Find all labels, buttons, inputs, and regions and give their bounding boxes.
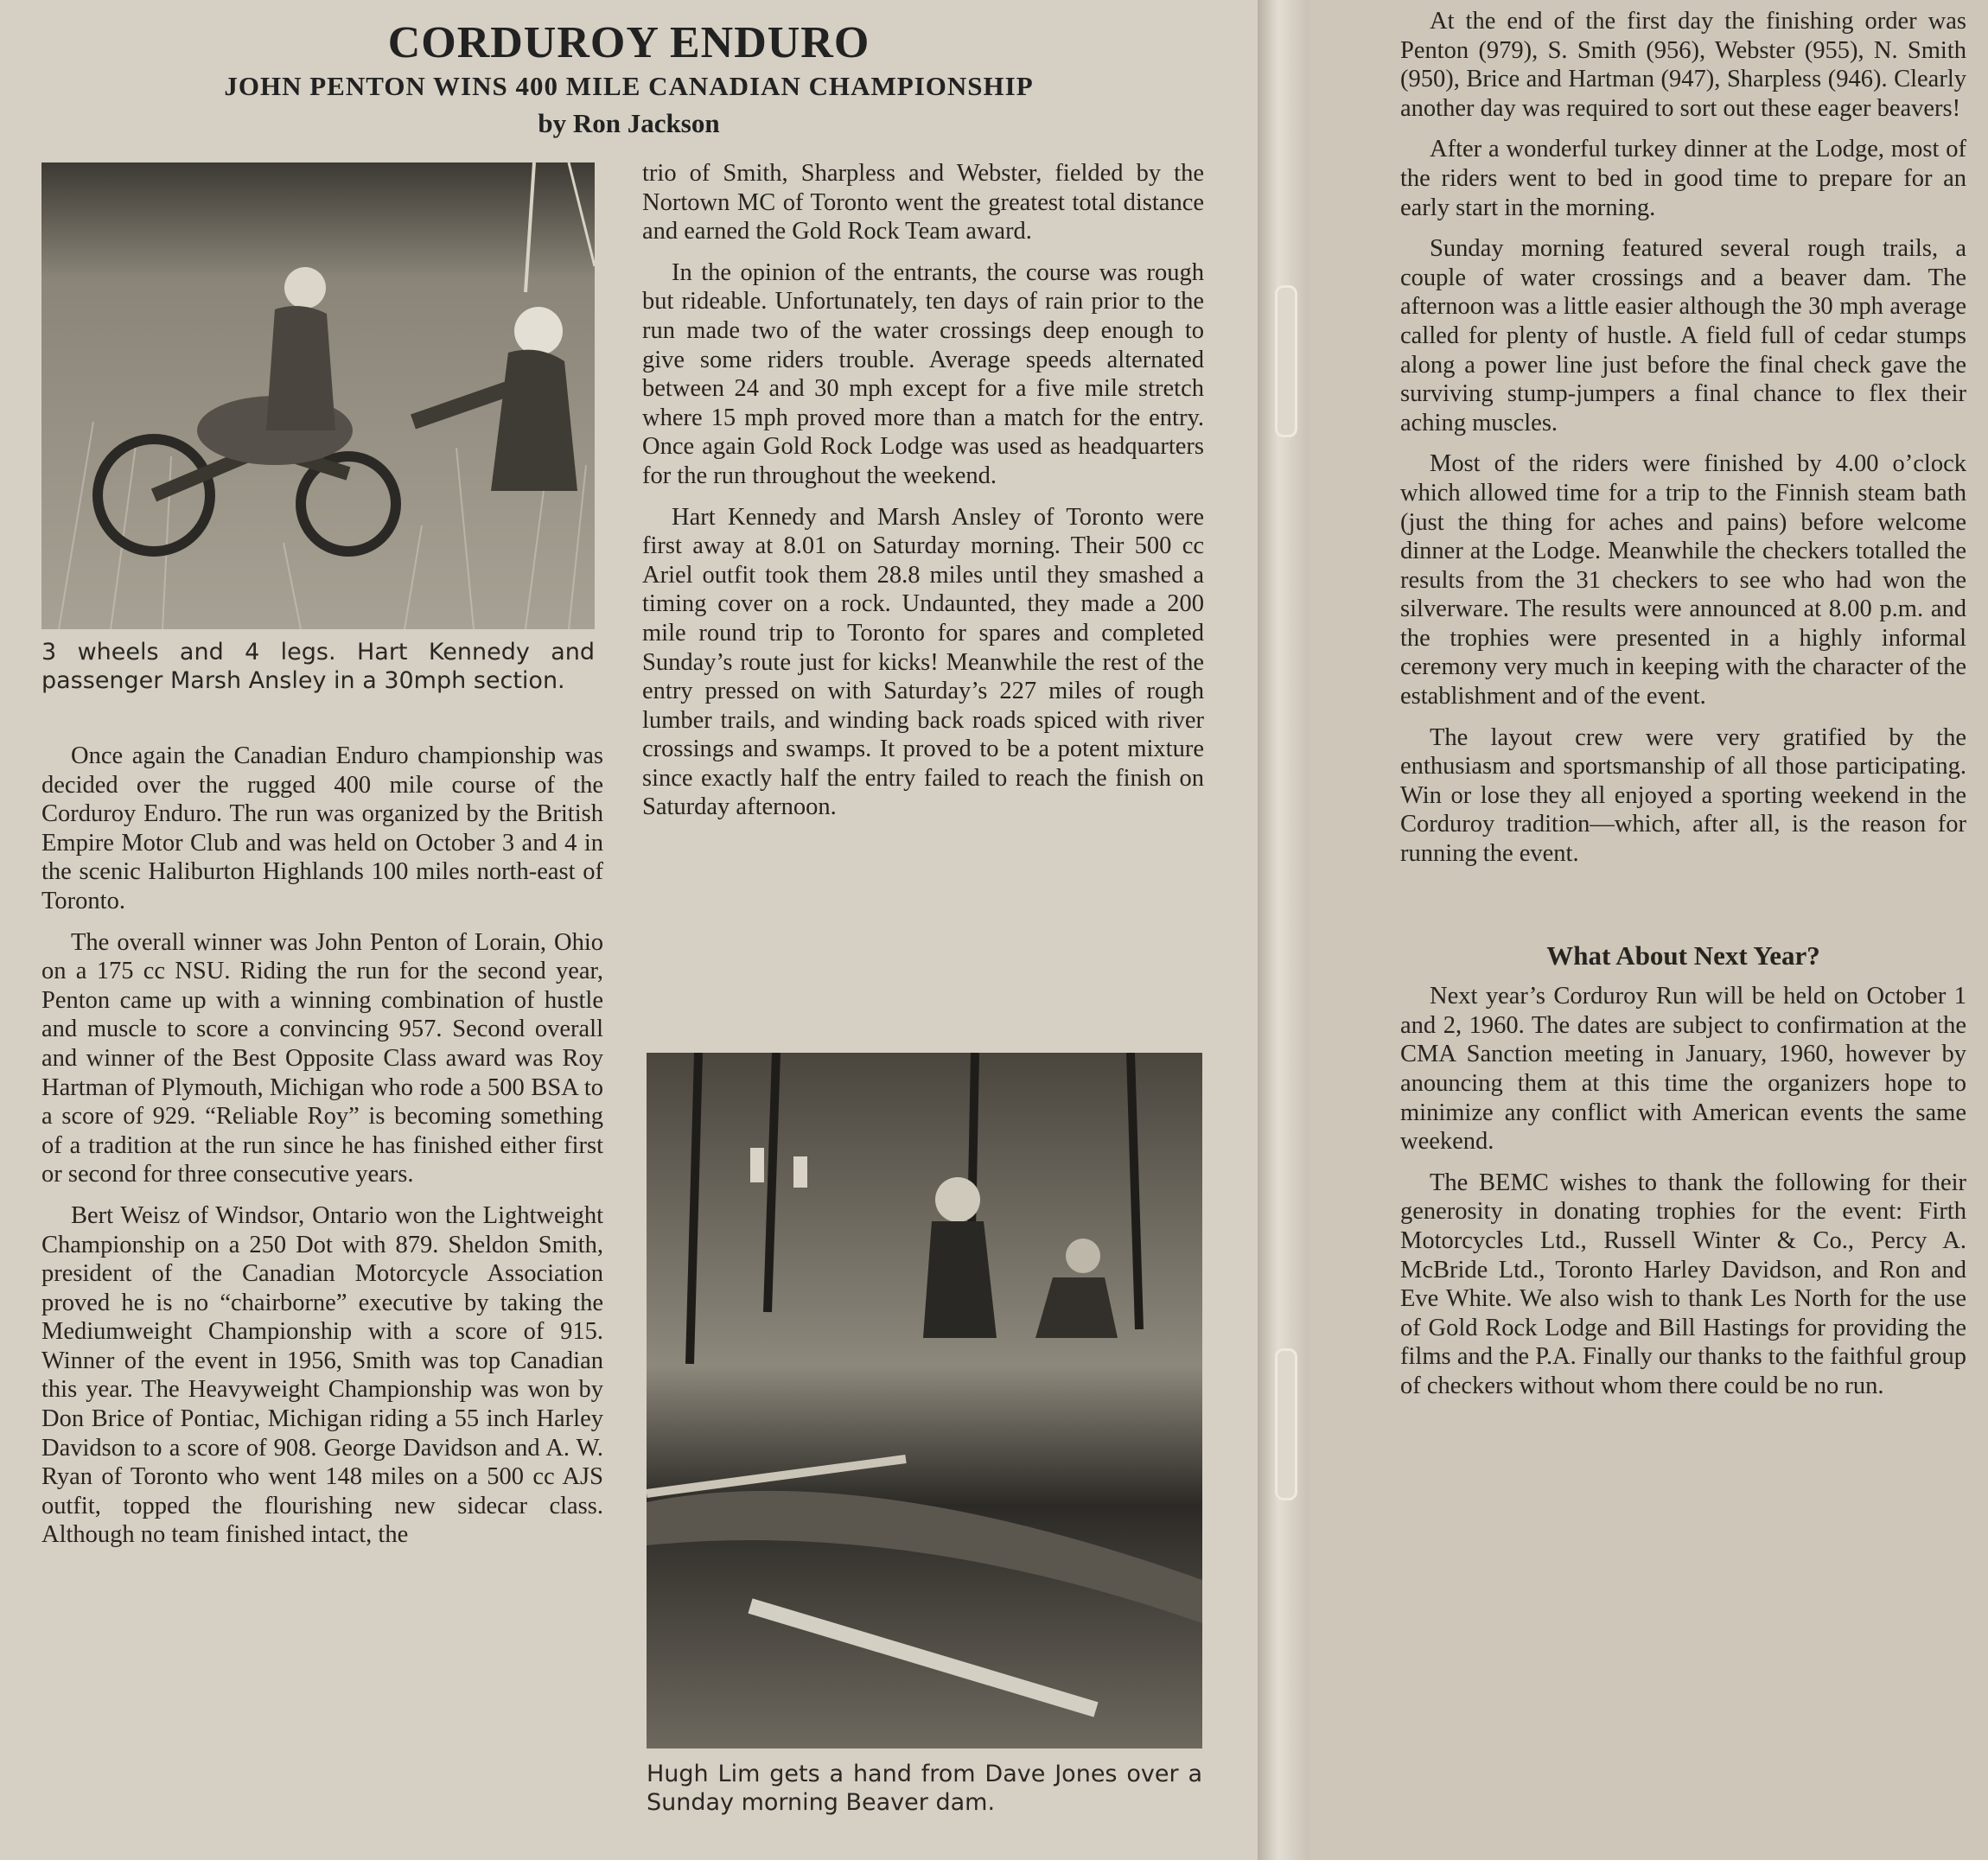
- col2-paragraph: In the opinion of the entrants, the course was rough but rideable. Unfortunately, ten days of rain prior to the run made two of the water crossings deep enough to give some riders trouble. Average speeds alternated between 24 and 30 mph except for a five mile stretch where 15 mph proved more than a match for the entry. Once again Gold Rock Lodge was used as headquarters for the run throughout the weekend.: [642, 258, 1204, 489]
- col3-paragraph: Most of the riders were finished by 4.00 o’clock which allowed time for a trip to the Finnish steam bath (just the thing for aches and pains) before welcome dinner at the Lodge. Meanwhile the checkers totalled the results from the 31 checkers to see who had won the silverware. The results were announced at 8.00 p.m. and the trophies were presented in a highly informal ceremony very much in keeping with the character of the establishment and of the event.: [1400, 450, 1966, 710]
- col2-paragraph: Hart Kennedy and Marsh Ansley of Toronto were first away at 8.01 on Saturday morning. Their 500 cc Ariel outfit took them 28.8 miles until they smashed a timing cover on a rock. Undaunted, they made a 200 mile round trip to Toronto for spares and completed Sunday’s route just for kicks! Meanwhile the rest of the entry pressed on with Saturday’s 227 miles of rough lumber trails, and winding back roads spiced with river crossings and swamps. It proved to be a potent mixture since exactly half the entry failed to reach the finish on Saturday afternoon.: [642, 503, 1204, 821]
- col1-paragraph: Once again the Canadian Enduro championship was decided over the rugged 400 mile course of the Corduroy Enduro. The run was organized by the British Empire Motor Club and was held on October 3 and 4 in the scenic Haliburton Highlands 100 miles north-east of Toronto.: [41, 742, 603, 914]
- next-year-paragraph: Next year’s Corduroy Run will be held on October 1 and 2, 1960. The dates are subject to confirmation at the CMA Sanction meeting in January, 1960, however by anouncing them at this time the organizers hope to minimize any conflict with American events the same weekend.: [1400, 983, 1966, 1156]
- next-year-paragraph: The BEMC wishes to thank the following for their generosity in donating trophies for the event: Firth Motorcycles Ltd., Russell Winter & Co., Percy A. McBride Ltd., Toronto Harley Davidson, and Ron and Eve White. We also wish to thank Les North for the use of Gold Rock Lodge and Bill Hastings for providing the films and the P.A. Finally our thanks to the faithful group of checkers without whom there could be no run.: [1400, 1169, 1966, 1399]
- column-3: [1400, 7, 1966, 1413]
- col1-paragraph: The overall winner was John Penton of Lorain, Ohio on a 175 cc NSU. Riding the run for the second year, Penton came up with a winning combination of hustle and muscle to score a convincing 957. Second overall and winner of the Best Opposite Class award was Roy Hartman of Plymouth, Michigan who rode a 500 BSA to a score of 929. “Reliable Roy” is becoming something of a tradition at the run since he has finished either first or second for three consecutive years.: [41, 928, 603, 1188]
- next-year-heading: What About Next Year?: [1546, 940, 1820, 971]
- col2-lead-paragraph: trio of Smith, Sharpless and Webster, fielded by the Nortown MC of Toronto went the greatest total distance and earned the Gold Rock Team award.: [642, 160, 1204, 245]
- staple-bottom: [1275, 1348, 1297, 1500]
- photo-sidecar-outfit: [41, 162, 595, 629]
- article-subtitle: JOHN PENTON WINS 400 MILE CANADIAN CHAMPIONSHIP: [224, 71, 1034, 101]
- photo1-caption: 3 wheels and 4 legs. Hart Kennedy and passenger Marsh Ansley in a 30mph section.: [41, 639, 595, 694]
- staple-top: [1275, 285, 1297, 437]
- photo2-caption: Hugh Lim gets a hand from Dave Jones over a Sunday morning Beaver dam.: [647, 1761, 1202, 1816]
- book-gutter: [1258, 0, 1309, 1860]
- col3-paragraph: After a wonderful turkey dinner at the Lodge, most of the riders went to bed in good time to prepare for an early start in the morning.: [1400, 136, 1966, 221]
- column-2: [642, 159, 1204, 834]
- photo-beaver-dam: [647, 1053, 1202, 1749]
- article-byline: by Ron Jackson: [538, 108, 720, 138]
- col3-paragraph: The layout crew were very gratified by the enthusiasm and sportsmanship of all those participating. Win or lose they all enjoyed a sporting weekend in the Corduroy tradition—which, after all, is the reason for running the event.: [1400, 723, 1966, 868]
- col1-paragraph: Bert Weisz of Windsor, Ontario won the Lightweight Championship on a 250 Dot with 879. Sheldon Smith, president of the Canadian Motorcycle Association proved he is no “chairborne” executive by taking the Mediumweight Championship with a score of 915. Winner of the event in 1956, Smith was top Canadian this year. The Heavyweight Championship was won by Don Brice of Pontiac, Michigan riding a 55 inch Harley Davidson to a score of 908. George Davidson and A. W. Ryan of Toronto who went 148 miles on a 500 cc AJS outfit, topped the flourishing new sidecar class. Although no team finished intact, the: [41, 1201, 603, 1549]
- column-1: [41, 742, 603, 1562]
- col3-paragraph: At the end of the first day the finishing order was Penton (979), S. Smith (956), Webster (955), N. Smith (950), Brice and Hartman (947), Sharpless (946). Clearly another day was required to sort out these eager beavers!: [1400, 8, 1966, 122]
- col3-paragraph: Sunday morning featured several rough trails, a couple of water crossings and a beaver dam. The afternoon was a little easier although the 30 mph average called for plenty of hustle. A field full of cedar stumps along a power line just before the final check gave the surviving stump-jumpers a final chance to flex their aching muscles.: [1400, 235, 1966, 436]
- article-title: CORDUROY ENDURO: [387, 18, 870, 67]
